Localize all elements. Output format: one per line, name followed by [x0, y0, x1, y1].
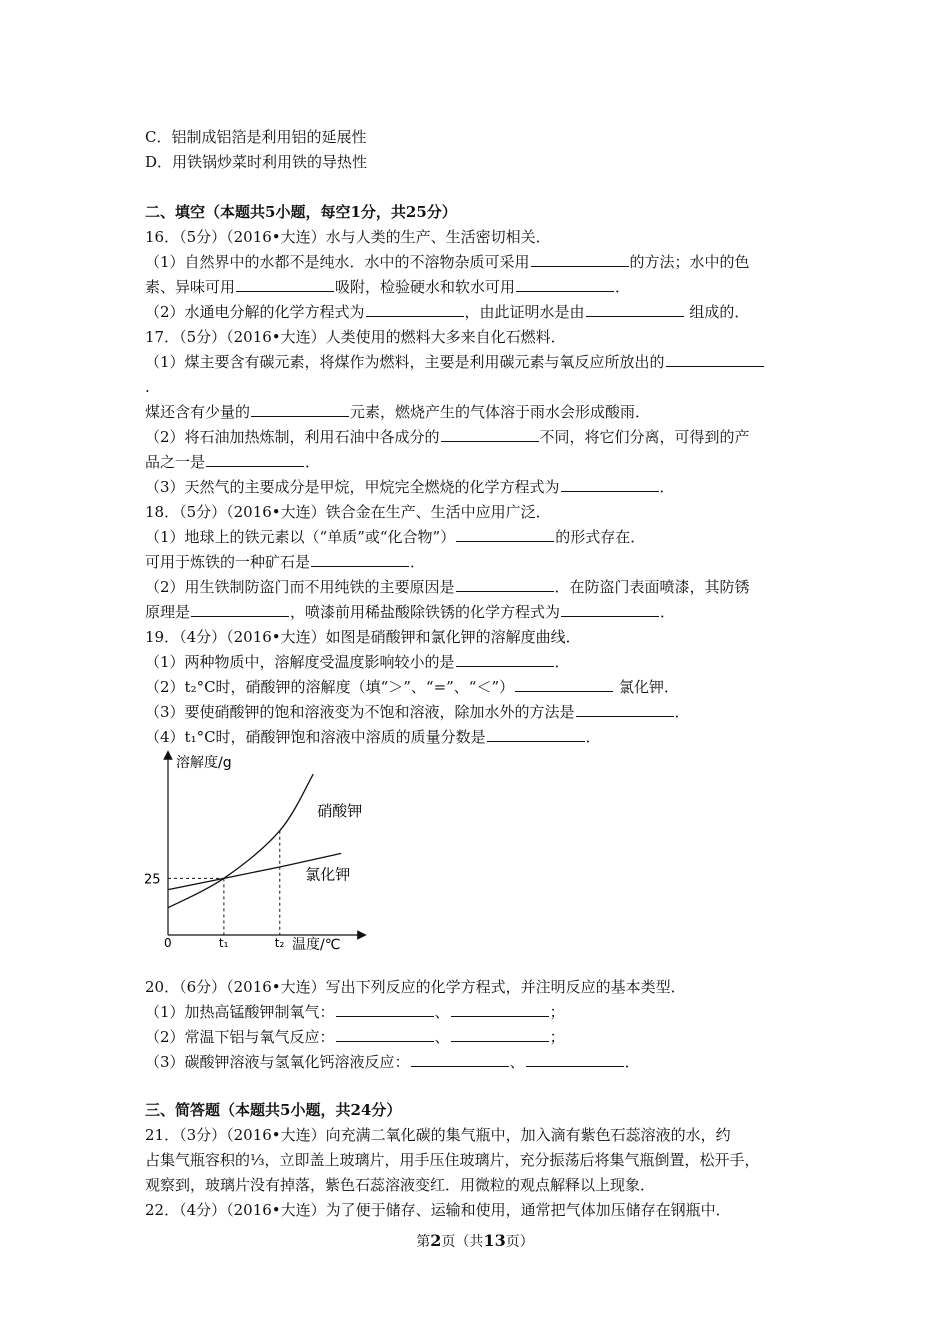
answer-blank[interactable] — [456, 652, 554, 667]
question-19-part-3 — [145, 702, 690, 722]
question-17-part-2-cont — [145, 452, 320, 472]
section-2-heading: 二、填空（本题共5小题，每空1分，共25分） — [145, 203, 457, 221]
text: （1）自然界中的水都不是纯水．水中的不溶物杂质可采用 — [145, 253, 530, 271]
text: （2）t₂°C时，硝酸钾的溶解度（填“＞”、“=”、“＜”） — [145, 678, 515, 696]
question-19-part-4 — [145, 727, 601, 747]
answer-blank[interactable] — [516, 277, 614, 292]
text: ． — [674, 703, 690, 721]
text: （3）要使硝酸钾的饱和溶液变为不饱和溶液，除加水外的方法是 — [145, 703, 575, 721]
text: 的方法；水中的色 — [629, 253, 750, 271]
answer-blank[interactable] — [515, 677, 613, 692]
text: ． — [585, 728, 601, 746]
question-16-part-2 — [145, 302, 749, 322]
y-axis-label: 溶解度/g — [176, 755, 232, 771]
text: ． — [554, 653, 570, 671]
question-18: 18．（5分）（2016•大连）铁合金在生产、生活中应用广泛． — [145, 503, 551, 521]
text: 不同，将它们分离，可得到的产 — [539, 428, 750, 446]
text: （2）用生铁制防盗门而不用纯铁的主要原因是 — [145, 578, 455, 596]
text: （1）两种物质中，溶解度受温度影响较小的是 — [145, 653, 455, 671]
answer-blank[interactable] — [366, 302, 464, 317]
text: 煤还含有少量的 — [145, 403, 251, 421]
text: 可用于炼铁的一种矿石是 — [145, 553, 311, 571]
text: 原理是 — [145, 603, 191, 621]
question-17-part-2 — [145, 427, 750, 447]
page-footer — [0, 1231, 950, 1251]
answer-blank[interactable] — [561, 477, 659, 492]
question-17: 17．（5分）（2016•大连）人类使用的燃料大多来自化石燃料． — [145, 328, 566, 346]
question-18-part-2 — [145, 577, 750, 597]
x-axis-label: 温度/℃ — [292, 937, 341, 953]
text: ．在防盗门表面喷漆，其防锈 — [554, 578, 750, 596]
question-20-part-1 — [145, 1002, 565, 1022]
question-21-line-3: 观察到，玻璃片没有掉落，紫色石蕊溶液变红．用微粒的观点解释以上现象． — [145, 1176, 656, 1194]
footer-text: 第 — [416, 1234, 431, 1250]
solubility-chart — [140, 745, 370, 955]
page-number: 2 — [430, 1231, 442, 1250]
question-19: 19．（4分）（2016•大连）如图是硝酸钾和氯化钾的溶解度曲线． — [145, 628, 581, 646]
question-18-part-1-cont — [145, 552, 425, 572]
text: 氯化钾． — [618, 678, 679, 696]
text: ． — [305, 453, 321, 471]
series-label-1: 氯化钾 — [305, 865, 351, 884]
answer-blank[interactable] — [191, 602, 289, 617]
x-tick-label: 0 — [164, 936, 172, 950]
answer-blank[interactable] — [561, 602, 659, 617]
text: 的形式存在． — [555, 528, 646, 546]
text: （4）t₁°C时，硝酸钾饱和溶液中溶质的质量分数是 — [145, 728, 486, 746]
answer-blank[interactable] — [441, 427, 539, 442]
answer-blank[interactable] — [251, 402, 349, 417]
text: ． — [659, 478, 675, 496]
text: 品之一是 — [145, 453, 206, 471]
answer-blank[interactable] — [456, 527, 554, 542]
option-d: D．用铁锅炒菜时利用铁的导热性 — [145, 153, 368, 171]
section-3-heading: 三、简答题（本题共5小题，共24分） — [145, 1101, 402, 1119]
question-17-part-3 — [145, 477, 675, 497]
x-tick-label: t₁ — [218, 936, 229, 950]
answer-blank[interactable] — [526, 1052, 624, 1067]
question-18-part-1 — [145, 527, 645, 547]
question-16: 16．（5分）（2016•大连）水与人类的生产、生活密切相关． — [145, 228, 551, 246]
question-18-part-2-cont — [145, 602, 675, 622]
question-20-part-3 — [145, 1052, 640, 1072]
answer-blank[interactable] — [336, 1027, 434, 1042]
question-16-part-1-cont — [145, 277, 630, 297]
answer-blank[interactable] — [411, 1052, 509, 1067]
question-20-part-2 — [145, 1027, 565, 1047]
question-20: 20．（6分）（2016•大连）写出下列反应的化学方程式，并注明反应的基本类型． — [145, 978, 686, 996]
question-16-part-1 — [145, 252, 750, 272]
page-total: 13 — [483, 1231, 506, 1250]
text: （3）碳酸钾溶液与氢氧化钙溶液反应： — [145, 1053, 410, 1071]
answer-blank[interactable] — [336, 1002, 434, 1017]
series-line-potassium-nitrate — [168, 774, 313, 908]
answer-blank[interactable] — [236, 277, 334, 292]
answer-blank[interactable] — [586, 302, 684, 317]
question-21-line-2: 占集气瓶容积的⅓，立即盖上玻璃片，用手压住玻璃片，充分振荡后将集气瓶倒置，松开手， — [145, 1151, 760, 1169]
text: （2）将石油加热炼制，利用石油中各成分的 — [145, 428, 440, 446]
footer-text: 页（共 — [441, 1234, 484, 1250]
y-tick-label: 25 — [144, 872, 161, 888]
text: 素、异味可用 — [145, 278, 236, 296]
text: ； — [549, 1028, 565, 1046]
text: ． — [615, 278, 631, 296]
x-tick-label: t₂ — [274, 936, 285, 950]
text: 、 — [509, 1053, 525, 1071]
text: （1）煤主要含有碳元素，将煤作为燃料，主要是利用碳元素与氧反应所放出的 — [145, 353, 665, 371]
text: 组成的． — [689, 303, 750, 321]
text: ，喷漆前用稀盐酸除铁锈的化学方程式为 — [290, 603, 561, 621]
text: （1）加热高锰酸钾制氧气： — [145, 1003, 335, 1021]
text: （2）水通电分解的化学方程式为 — [145, 303, 365, 321]
text: 、 — [434, 1003, 450, 1021]
text: 吸附，检验硬水和软水可用 — [335, 278, 516, 296]
answer-blank[interactable] — [487, 727, 585, 742]
answer-blank[interactable] — [206, 452, 304, 467]
answer-blank[interactable] — [451, 1027, 549, 1042]
question-21-line-1: 21．（3分）（2016•大连）向充满二氧化碳的集气瓶中，加入滴有紫色石蕊溶液的水，约 — [145, 1126, 731, 1144]
answer-blank[interactable] — [451, 1002, 549, 1017]
series-label-0: 硝酸钾 — [317, 802, 363, 821]
text: ； — [549, 1003, 565, 1021]
answer-blank[interactable] — [311, 552, 409, 567]
question-17-part-1-period: . — [145, 378, 150, 396]
question-19-part-2 — [145, 677, 679, 697]
text: （1）地球上的铁元素以（“单质”或“化合物”） — [145, 528, 456, 546]
text: ，由此证明水是由 — [464, 303, 585, 321]
answer-blank[interactable] — [456, 577, 554, 592]
question-17-part-1-cont — [145, 402, 650, 422]
text: （2）常温下铝与氧气反应： — [145, 1028, 335, 1046]
text: ． — [624, 1053, 640, 1071]
text: 元素，燃烧产生的气体溶于雨水会形成酸雨． — [350, 403, 651, 421]
answer-blank[interactable] — [666, 352, 764, 367]
answer-blank[interactable] — [531, 252, 629, 267]
footer-text: 页） — [505, 1234, 534, 1250]
text: 、 — [434, 1028, 450, 1046]
question-19-part-1 — [145, 652, 570, 672]
question-17-part-1 — [145, 352, 765, 372]
option-c: C．铝制成铝箔是利用铝的延展性 — [145, 128, 367, 146]
answer-blank[interactable] — [576, 702, 674, 717]
text: （3）天然气的主要成分是甲烷，甲烷完全燃烧的化学方程式为 — [145, 478, 560, 496]
text: ． — [410, 553, 426, 571]
text: ． — [660, 603, 676, 621]
question-22: 22．（4分）（2016•大连）为了便于储存、运输和使用，通常把气体加压储存在钢瓶中． — [145, 1201, 731, 1219]
